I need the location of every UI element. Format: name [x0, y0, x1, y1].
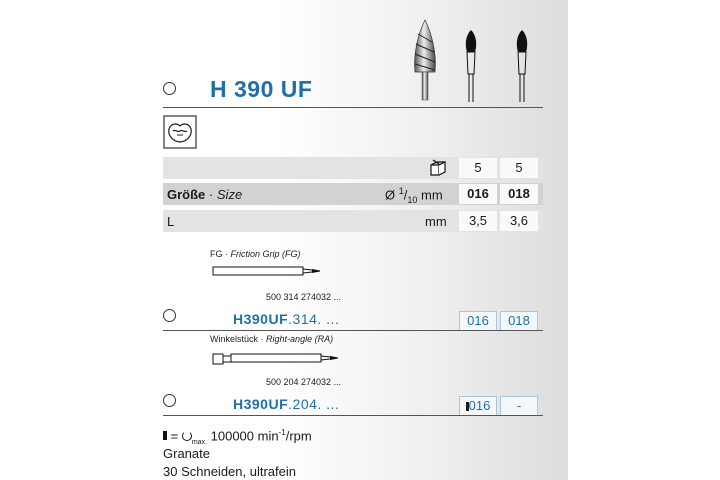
- fg-ref-rest: .314. ...: [288, 311, 340, 327]
- speed-unit: /rpm: [285, 428, 312, 444]
- size-unit-sup: 1: [398, 186, 404, 196]
- size-label-sep: ·: [208, 187, 214, 202]
- ra-ref-rest: .204. ...: [288, 396, 340, 412]
- size-label-en: Size: [216, 187, 243, 202]
- fg-caption-de: FG: [210, 249, 223, 259]
- speed-note: [163, 428, 312, 446]
- select-circle-product[interactable]: [163, 82, 176, 95]
- title-rule: [163, 107, 543, 108]
- fg-rule: [163, 330, 543, 331]
- size-016: 016: [459, 184, 497, 204]
- ra-bur-drawing: [212, 348, 342, 370]
- size-unit-sub: 10: [407, 194, 418, 205]
- size-label: [167, 187, 242, 202]
- bur-outline-016: [466, 30, 476, 102]
- ra-size-016[interactable]: [459, 396, 497, 416]
- ra-code: 500 204 274032 ...: [266, 377, 342, 387]
- rotation-icon: [182, 431, 192, 441]
- bur-photo: [415, 20, 436, 100]
- fg-ref-main: H390UF: [233, 311, 289, 327]
- size-018: 018: [500, 184, 538, 204]
- ra-caption: [210, 334, 333, 344]
- ra-ref[interactable]: [233, 396, 339, 412]
- bur-outline-018: [517, 30, 527, 102]
- length-016: 3,5: [459, 211, 497, 231]
- select-circle-fg[interactable]: [163, 309, 176, 322]
- ra-size-018: -: [500, 396, 538, 416]
- ra-rule: [163, 415, 543, 416]
- length-unit: mm: [425, 214, 447, 229]
- size-unit-mm: mm: [421, 187, 443, 203]
- fg-size-016[interactable]: 016: [459, 311, 497, 331]
- ra-caption-de: Winkelstück: [210, 334, 259, 344]
- pack-018: 5: [500, 158, 538, 178]
- ra-size-016-label: 016: [468, 398, 491, 413]
- product-title: H 390 UF: [210, 76, 313, 102]
- ra-caption-en: Right-angle (RA): [266, 334, 334, 344]
- select-circle-ra[interactable]: [163, 394, 176, 407]
- speed-exp: -1: [278, 428, 286, 437]
- speed-marker-icon: [163, 431, 167, 440]
- ra-ref-main: H390UF: [233, 396, 289, 412]
- ra-caption-sep: ·: [260, 334, 264, 344]
- speed-eq: =: [170, 428, 179, 444]
- tooth-crown-icon: [163, 115, 197, 149]
- fg-caption-sep: ·: [225, 249, 229, 259]
- material-note: Granate: [163, 446, 210, 461]
- fg-caption: [210, 249, 301, 259]
- speed-max: max.: [191, 438, 208, 446]
- package-icon: [428, 159, 450, 177]
- diameter-symbol: Ø: [385, 187, 396, 203]
- bur-illustrations: [385, 12, 555, 102]
- fg-bur-drawing: [212, 262, 322, 282]
- fg-caption-en: Friction Grip (FG): [230, 249, 301, 259]
- speed-value: 100000 min: [210, 428, 279, 444]
- pack-016: 5: [459, 158, 497, 178]
- size-unit: Ø $^1/_{10}$ mm: [385, 186, 443, 205]
- length-018: 3,6: [500, 211, 538, 231]
- size-label-de: Größe: [167, 187, 206, 202]
- fg-code: 500 314 274032 ...: [266, 292, 342, 302]
- description-note: 30 Schneiden, ultrafein: [163, 464, 296, 479]
- length-label: L: [167, 214, 175, 229]
- fg-ref[interactable]: [233, 311, 339, 327]
- fg-size-018[interactable]: 018: [500, 311, 538, 331]
